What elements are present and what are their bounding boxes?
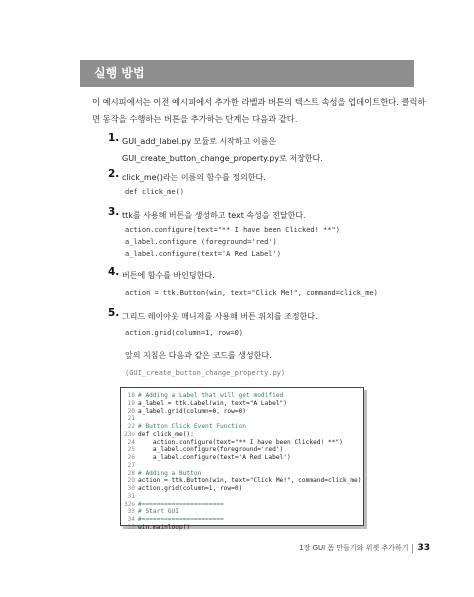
step-4-code: action = ttk.Button(win, text="Click Me!", command=click_me) [125, 289, 378, 297]
code-row [124, 415, 363, 423]
code-row [124, 462, 363, 470]
line-number: 22 [127, 423, 135, 430]
code-row [124, 446, 363, 454]
section-title: 실행 방법 [94, 66, 145, 80]
step-number: 2. [108, 168, 120, 180]
step-text: GUI_add_label.py 모듈로 시작하고 이름은 GUI_create_button_change_property.py로 저장한다. [122, 137, 323, 163]
code-row [124, 516, 363, 524]
step-number: 4. [108, 266, 120, 278]
line-number: 27 [127, 461, 135, 469]
page-number: 33 [417, 543, 430, 553]
line-number: 20 [127, 407, 135, 415]
code-text: def click_me(): [138, 430, 194, 438]
line-number: 30 [127, 485, 135, 492]
line-number: 19 [127, 399, 135, 407]
line-number: 23⊖ [124, 430, 136, 438]
code-text: a_label = ttk.Label(win, text="A Label") [138, 399, 288, 407]
line-number: 24 [127, 438, 135, 446]
step-2-code: def click_me() [125, 188, 185, 196]
line-number: 32⊖ [124, 500, 136, 508]
step-text: 그리드 레이아웃 매니저를 사용해 버튼 위치를 조정한다. [122, 312, 318, 321]
code-text: # Start GUI [138, 508, 179, 516]
code-row [124, 431, 363, 439]
step-3-code-line: action.configure(text="** I have been Clicked! **") [125, 226, 340, 234]
line-number: 34 [127, 516, 135, 523]
line-number: 31 [127, 492, 135, 500]
result-file-reference: (GUI_create_button_change_property.py) [125, 369, 286, 377]
code-row [124, 485, 363, 493]
code-row [124, 392, 363, 400]
result-paragraph [125, 347, 425, 382]
code-row [124, 477, 363, 485]
step-number: 3. [108, 206, 120, 218]
line-number: 33 [127, 508, 135, 516]
code-text: action = ttk.Button(win, text="Click Me!", command=click_me) [138, 477, 362, 485]
chapter-title: 1장 GUI 폼 만들기와 위젯 추가하기 [299, 544, 409, 552]
intro-paragraph: 이 예시피에서는 이전 예시피에서 추가한 라벨과 버튼의 텍스트 속성을 업데이트한다. 클릭하면 동작을 수행하는 버튼을 추가하는 단계는 다음과 같다. [92, 97, 426, 124]
step-3-code-line: a_label.configure (foreground='red') [125, 238, 277, 246]
code-row [124, 508, 363, 516]
line-number: 25 [127, 446, 135, 454]
code-text: # Button Click Event Function [138, 423, 247, 430]
code-text: # Adding a Button [138, 469, 202, 477]
section-header [80, 60, 414, 87]
page-footer [270, 543, 430, 553]
code-text: # Adding a Label that will get modified [138, 392, 284, 399]
code-row [124, 501, 363, 509]
code-row [124, 400, 363, 408]
line-number: 26 [127, 454, 135, 461]
code-listing [120, 387, 364, 531]
step-number: 1. [108, 132, 120, 144]
code-text: action.grid(column=1, row=0) [138, 485, 243, 492]
code-text: a_label.configure(text='A Red Label') [138, 454, 291, 461]
code-text: action.configure(text="** I have been Clicked! **") [138, 438, 343, 446]
line-number: 29 [127, 477, 135, 485]
code-row [124, 493, 363, 501]
code-text: a_label.grid(column=0, row=0) [138, 407, 247, 415]
line-number: 28 [127, 469, 135, 477]
code-row [124, 454, 363, 462]
step-5-code: action.grid(column=1, row=0) [125, 329, 244, 337]
step-3-code-line: a_label.configure(text='A Red Label') [125, 250, 281, 258]
code-row [124, 439, 363, 447]
step-text: ttk를 사용해 버튼을 생성하고 text 속성을 전달한다. [122, 211, 306, 220]
line-number: 21 [127, 415, 135, 423]
code-text: win.mainloop() [138, 523, 191, 531]
code-text: a_label.configure(foreground='red') [138, 446, 284, 454]
footer-divider [412, 544, 413, 553]
code-row [124, 524, 363, 532]
code-row [124, 423, 363, 431]
line-number: 18 [127, 392, 135, 399]
step-number: 5. [108, 307, 120, 319]
line-number: 35 [127, 523, 135, 531]
step-text: 버튼에 함수를 바인딩한다. [122, 271, 215, 280]
code-text: #====================== [138, 500, 224, 508]
code-row [124, 408, 363, 416]
code-text: #====================== [138, 516, 224, 523]
code-row [124, 470, 363, 478]
step-text: click_me()라는 이름의 함수를 정의한다. [122, 173, 266, 182]
result-text: 앞의 지침은 다음과 같은 코드를 생성한다. [125, 351, 272, 360]
